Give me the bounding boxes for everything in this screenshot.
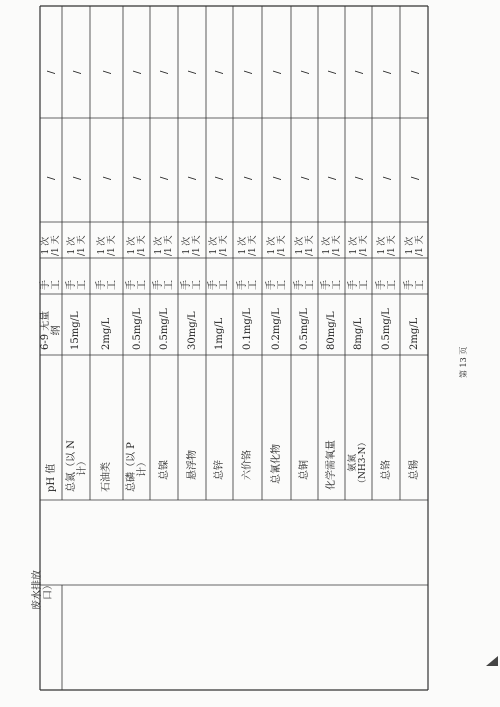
limit-cell: 2mg/L bbox=[101, 317, 112, 350]
method-cell: 手 工 bbox=[208, 280, 230, 290]
limit-cell: 80mg/L bbox=[326, 311, 337, 350]
slash-cell: / bbox=[300, 176, 311, 180]
frequency-cell: 1 次 /1 天 bbox=[377, 235, 397, 256]
limit-cell: 0.5mg/L bbox=[381, 308, 392, 350]
method-cell: 手 工 bbox=[321, 280, 343, 290]
slash-cell: / bbox=[159, 176, 170, 180]
method-cell: 手 工 bbox=[404, 280, 426, 290]
page-number: 第 13 页 bbox=[459, 346, 468, 378]
slash-cell: / bbox=[300, 70, 311, 74]
pollutant-cell: 总氰化物 bbox=[271, 444, 282, 484]
limit-cell: 0.5mg/L bbox=[159, 308, 170, 350]
slash-cell: / bbox=[159, 70, 170, 74]
frequency-cell: 1 次 /1 天 bbox=[154, 235, 174, 256]
limit-cell: 2mg/L bbox=[409, 317, 420, 350]
pollutant-cell: 总镍 bbox=[159, 460, 170, 480]
pollutant-cell: 总锌 bbox=[214, 460, 225, 480]
pollutant-cell: 化学需氧量 bbox=[326, 440, 337, 490]
slash-cell: / bbox=[132, 176, 143, 180]
limit-cell: 30mg/L bbox=[187, 311, 198, 350]
pollutant-cell: pH 值 bbox=[46, 463, 57, 492]
slash-cell: / bbox=[243, 70, 254, 74]
slash-cell: / bbox=[243, 176, 254, 180]
limit-cell: 0.5mg/L bbox=[299, 308, 310, 350]
slash-cell: / bbox=[214, 176, 225, 180]
pollutant-cell: 总铜 bbox=[299, 460, 310, 480]
slash-cell: / bbox=[327, 70, 338, 74]
frequency-cell: 1 次 /1 天 bbox=[97, 235, 117, 256]
slash-cell: / bbox=[354, 176, 365, 180]
slash-cell: / bbox=[132, 70, 143, 74]
slash-cell: / bbox=[354, 70, 365, 74]
method-cell: 手 工 bbox=[153, 280, 175, 290]
frequency-cell: 1 次 /1 天 bbox=[295, 235, 315, 256]
frequency-cell: 1 次 /1 天 bbox=[405, 235, 425, 256]
limit-cell: 0.2mg/L bbox=[271, 308, 282, 350]
limit-cell: 15mg/L bbox=[70, 311, 81, 350]
slash-cell: / bbox=[187, 70, 198, 74]
corner-mark-icon bbox=[484, 654, 498, 666]
pollutant-cell: 总锡 bbox=[409, 460, 420, 480]
section-label-line-1: 废水排放 bbox=[32, 570, 43, 610]
method-cell: 手 工 bbox=[237, 280, 259, 290]
method-cell: 手 工 bbox=[126, 280, 148, 290]
method-cell: 手 工 bbox=[181, 280, 203, 290]
slash-cell: / bbox=[272, 70, 283, 74]
section-label bbox=[32, 570, 54, 610]
slash-cell: / bbox=[382, 176, 393, 180]
slash-cell: / bbox=[272, 176, 283, 180]
pollutant-cell: 总氮（以 N 计） bbox=[66, 440, 88, 492]
slash-cell: / bbox=[214, 70, 225, 74]
slash-cell: / bbox=[72, 176, 83, 180]
limit-cell: 1mg/L bbox=[214, 317, 225, 350]
method-cell: 手 工 bbox=[40, 280, 62, 290]
method-cell: 手 工 bbox=[266, 280, 288, 290]
slash-cell: / bbox=[102, 176, 113, 180]
slash-cell: / bbox=[410, 70, 421, 74]
method-cell: 手 工 bbox=[66, 280, 88, 290]
slash-cell: / bbox=[187, 176, 198, 180]
frequency-cell: 1 次 /1 天 bbox=[127, 235, 147, 256]
frequency-cell: 1 次 /1 天 bbox=[349, 235, 369, 256]
frequency-cell: 1 次 /1 天 bbox=[238, 235, 258, 256]
method-cell: 手 工 bbox=[96, 280, 118, 290]
frequency-cell: 1 次 /1 天 bbox=[67, 235, 87, 256]
frequency-cell: 1 次 /1 天 bbox=[41, 235, 61, 256]
limit-cell: 0.5mg/L bbox=[132, 308, 143, 350]
slash-cell: / bbox=[382, 70, 393, 74]
slash-cell: / bbox=[46, 70, 57, 74]
pollutant-cell: 石油类 bbox=[101, 462, 112, 492]
pollutant-cell: 总铬 bbox=[381, 460, 392, 480]
slash-cell: / bbox=[72, 70, 83, 74]
pollutant-cell: 总磷（以 P 计） bbox=[126, 442, 148, 492]
limit-cell: 6-9 无量 纲 bbox=[40, 310, 62, 350]
method-cell: 手 工 bbox=[376, 280, 398, 290]
section-label-line-2: 口） bbox=[43, 580, 54, 600]
slash-cell: / bbox=[102, 70, 113, 74]
frequency-cell: 1 次 /1 天 bbox=[209, 235, 229, 256]
frequency-cell: 1 次 /1 天 bbox=[267, 235, 287, 256]
pollutant-cell: 六价铬 bbox=[242, 450, 253, 480]
slash-cell: / bbox=[327, 176, 338, 180]
method-cell: 手 工 bbox=[348, 280, 370, 290]
frequency-cell: 1 次 /1 天 bbox=[322, 235, 342, 256]
pollutant-cell: 氨氮 （NH3-N） bbox=[348, 437, 368, 488]
frequency-cell: 1 次 /1 天 bbox=[182, 235, 202, 256]
method-cell: 手 工 bbox=[294, 280, 316, 290]
slash-cell: / bbox=[410, 176, 421, 180]
pollutant-cell: 悬浮物 bbox=[187, 450, 198, 480]
limit-cell: 0.1mg/L bbox=[242, 308, 253, 350]
slash-cell: / bbox=[46, 176, 57, 180]
limit-cell: 8mg/L bbox=[353, 317, 364, 350]
